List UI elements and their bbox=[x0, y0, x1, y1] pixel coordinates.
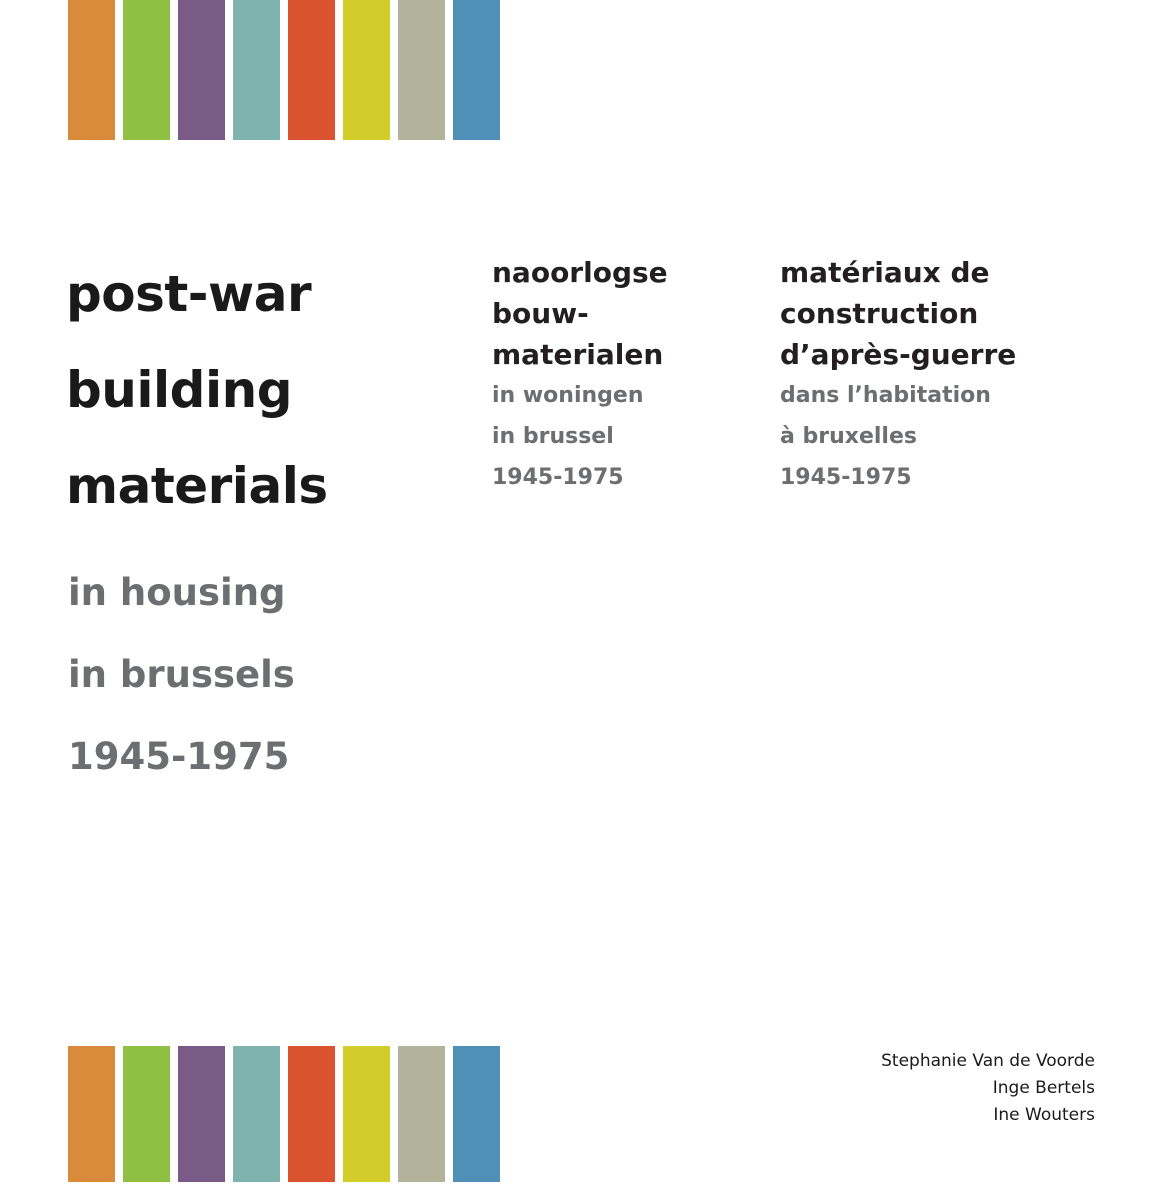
author-list bbox=[881, 1048, 1095, 1129]
stripe-khaki bbox=[398, 1046, 445, 1182]
stripe-purple bbox=[178, 1046, 225, 1182]
bottom-color-stripes bbox=[68, 1046, 500, 1182]
stripe-khaki bbox=[398, 0, 445, 140]
stripe-blue bbox=[453, 1046, 500, 1182]
french-title-block bbox=[780, 252, 1016, 498]
dutch-title-block bbox=[492, 252, 668, 498]
stripe-purple bbox=[178, 0, 225, 140]
top-color-stripes bbox=[68, 0, 500, 140]
english-subtitle-line: in housing bbox=[68, 571, 286, 614]
stripe-green bbox=[123, 1046, 170, 1182]
french-subtitle-line: 1945-1975 bbox=[780, 465, 912, 490]
french-title-line: d’après-guerre bbox=[780, 338, 1017, 371]
stripe-teal bbox=[233, 0, 280, 140]
stripe-orange bbox=[68, 1046, 115, 1182]
english-title-line: post-war bbox=[66, 265, 312, 323]
dutch-subtitle-line: 1945-1975 bbox=[492, 465, 624, 490]
english-title-line: building bbox=[66, 361, 292, 419]
french-subtitle-line: dans l’habitation bbox=[780, 383, 991, 408]
french-title-line: construction bbox=[780, 297, 979, 330]
dutch-title bbox=[492, 252, 668, 375]
author-name: Ine Wouters bbox=[993, 1105, 1095, 1125]
french-subtitle bbox=[780, 375, 1016, 498]
french-title bbox=[780, 252, 1016, 375]
dutch-title-line: bouw- bbox=[492, 297, 589, 330]
stripe-orange bbox=[68, 0, 115, 140]
stripe-teal bbox=[233, 1046, 280, 1182]
english-subtitle bbox=[68, 552, 295, 798]
french-title-line: matériaux de bbox=[780, 256, 990, 289]
english-subtitle-line: in brussels bbox=[68, 653, 295, 696]
english-title-line: materials bbox=[66, 457, 328, 515]
dutch-subtitle bbox=[492, 375, 668, 498]
stripe-green bbox=[123, 0, 170, 140]
author-name: Stephanie Van de Voorde bbox=[881, 1051, 1095, 1071]
stripe-red bbox=[288, 1046, 335, 1182]
english-subtitle-line: 1945-1975 bbox=[68, 735, 290, 778]
stripe-blue bbox=[453, 0, 500, 140]
dutch-title-line: materialen bbox=[492, 338, 664, 371]
french-subtitle-line: à bruxelles bbox=[780, 424, 917, 449]
english-title bbox=[66, 246, 328, 534]
dutch-title-line: naoorlogse bbox=[492, 256, 668, 289]
dutch-subtitle-line: in woningen bbox=[492, 383, 644, 408]
author-name: Inge Bertels bbox=[992, 1078, 1095, 1098]
stripe-yellow bbox=[343, 0, 390, 140]
stripe-yellow bbox=[343, 1046, 390, 1182]
dutch-subtitle-line: in brussel bbox=[492, 424, 614, 449]
stripe-red bbox=[288, 0, 335, 140]
